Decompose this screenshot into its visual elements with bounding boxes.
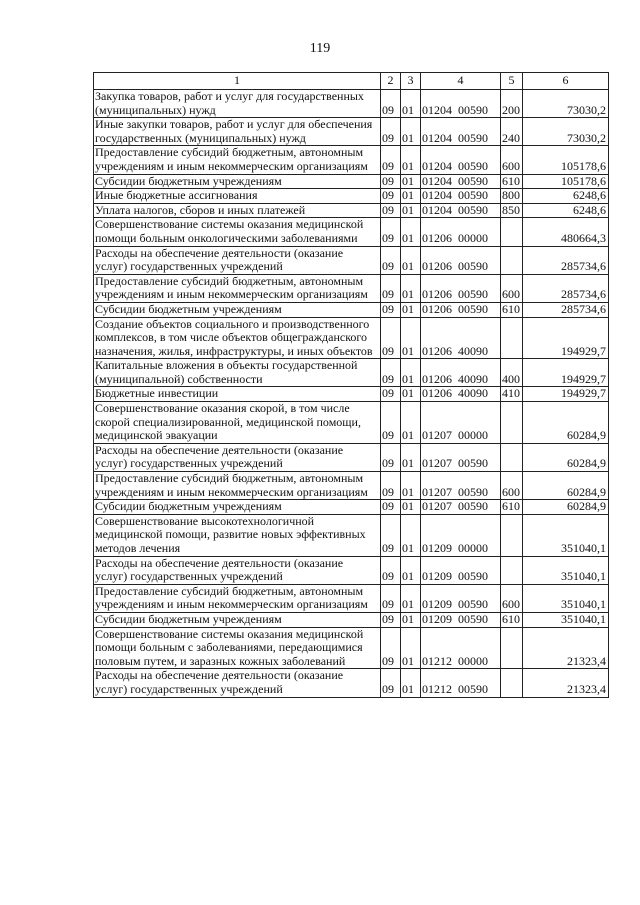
row-section: 09	[381, 669, 401, 697]
row-section: 09	[381, 612, 401, 627]
row-expense-type	[501, 627, 523, 669]
row-expense-type	[501, 246, 523, 274]
table-row	[94, 669, 609, 697]
table-row	[94, 174, 609, 189]
column-header: 1	[94, 73, 381, 90]
row-name: Совершенствование системы оказания медицинской помощи больным онкологическими заболеваниями	[94, 218, 381, 246]
row-subsection: 01	[401, 246, 421, 274]
row-expense-type	[501, 669, 523, 697]
row-section: 09	[381, 203, 401, 218]
row-name: Расходы на обеспечение деятельности (оказание услуг) государственных учреждений	[94, 556, 381, 584]
table-row	[94, 118, 609, 146]
row-name: Субсидии бюджетным учреждениям	[94, 302, 381, 317]
table-row	[94, 443, 609, 471]
header-row	[94, 73, 609, 90]
row-subsection: 01	[401, 627, 421, 669]
row-expense-type: 610	[501, 612, 523, 627]
row-subsection: 01	[401, 402, 421, 444]
row-name: Предоставление субсидий бюджетным, автономным учреждениям и иным некоммерческим организациям	[94, 274, 381, 302]
row-amount: 480664,3	[523, 218, 609, 246]
row-amount: 21323,4	[523, 669, 609, 697]
table-row	[94, 302, 609, 317]
row-section: 09	[381, 556, 401, 584]
row-section: 09	[381, 402, 401, 444]
row-name: Совершенствование высокотехнологичной медицинской помощи, развитие новых эффективных методов лечения	[94, 514, 381, 556]
row-expense-type: 600	[501, 472, 523, 500]
row-target-code: 01206 00590	[421, 246, 501, 274]
row-name: Расходы на обеспечение деятельности (оказание услуг) государственных учреждений	[94, 669, 381, 697]
table-row	[94, 472, 609, 500]
row-target-code: 01206 00590	[421, 302, 501, 317]
row-expense-type: 400	[501, 359, 523, 387]
row-expense-type: 200	[501, 90, 523, 118]
row-subsection: 01	[401, 189, 421, 204]
row-section: 09	[381, 500, 401, 515]
row-subsection: 01	[401, 203, 421, 218]
row-amount: 194929,7	[523, 387, 609, 402]
table-row	[94, 359, 609, 387]
row-subsection: 01	[401, 274, 421, 302]
table-row	[94, 556, 609, 584]
row-subsection: 01	[401, 443, 421, 471]
table-row	[94, 514, 609, 556]
row-section: 09	[381, 359, 401, 387]
row-amount: 21323,4	[523, 627, 609, 669]
row-target-code: 01206 40090	[421, 317, 501, 359]
row-name: Совершенствование оказания скорой, в том числе скорой специализированной, медицинской помощи, медицинской эвакуации	[94, 402, 381, 444]
budget-table	[93, 72, 609, 698]
row-amount: 351040,1	[523, 612, 609, 627]
column-header: 5	[501, 73, 523, 90]
row-amount: 6248,6	[523, 189, 609, 204]
row-name: Иные закупки товаров, работ и услуг для обеспечения государственных (муниципальных) нужд	[94, 118, 381, 146]
row-section: 09	[381, 189, 401, 204]
row-target-code: 01209 00590	[421, 612, 501, 627]
row-name: Субсидии бюджетным учреждениям	[94, 174, 381, 189]
column-header: 2	[381, 73, 401, 90]
row-section: 09	[381, 174, 401, 189]
row-target-code: 01209 00590	[421, 584, 501, 612]
row-amount: 73030,2	[523, 118, 609, 146]
row-section: 09	[381, 317, 401, 359]
row-expense-type	[501, 514, 523, 556]
row-amount: 73030,2	[523, 90, 609, 118]
row-subsection: 01	[401, 90, 421, 118]
row-target-code: 01204 00590	[421, 174, 501, 189]
row-section: 09	[381, 118, 401, 146]
row-name: Расходы на обеспечение деятельности (оказание услуг) государственных учреждений	[94, 246, 381, 274]
row-target-code: 01209 00590	[421, 556, 501, 584]
row-target-code: 01207 00000	[421, 402, 501, 444]
row-subsection: 01	[401, 174, 421, 189]
column-header: 3	[401, 73, 421, 90]
row-target-code: 01209 00000	[421, 514, 501, 556]
table-row	[94, 387, 609, 402]
row-section: 09	[381, 387, 401, 402]
row-amount: 351040,1	[523, 584, 609, 612]
row-section: 09	[381, 472, 401, 500]
row-expense-type: 610	[501, 500, 523, 515]
table-row	[94, 274, 609, 302]
row-subsection: 01	[401, 500, 421, 515]
row-name: Предоставление субсидий бюджетным, автономным учреждениям и иным некоммерческим организациям	[94, 146, 381, 174]
row-section: 09	[381, 146, 401, 174]
row-section: 09	[381, 302, 401, 317]
table-row	[94, 90, 609, 118]
row-expense-type: 600	[501, 584, 523, 612]
row-section: 09	[381, 218, 401, 246]
page-number: 119	[309, 41, 331, 56]
row-expense-type: 850	[501, 203, 523, 218]
row-subsection: 01	[401, 556, 421, 584]
row-target-code: 01204 00590	[421, 118, 501, 146]
row-name: Капитальные вложения в объекты государственной (муниципальной) собственности	[94, 359, 381, 387]
row-target-code: 01206 40090	[421, 387, 501, 402]
row-expense-type	[501, 218, 523, 246]
row-target-code: 01212 00590	[421, 669, 501, 697]
row-target-code: 01204 00590	[421, 189, 501, 204]
row-subsection: 01	[401, 118, 421, 146]
row-expense-type: 610	[501, 174, 523, 189]
row-target-code: 01207 00590	[421, 443, 501, 471]
row-amount: 60284,9	[523, 443, 609, 471]
row-amount: 351040,1	[523, 556, 609, 584]
row-target-code: 01204 00590	[421, 146, 501, 174]
row-amount: 105178,6	[523, 146, 609, 174]
row-amount: 6248,6	[523, 203, 609, 218]
row-subsection: 01	[401, 612, 421, 627]
row-expense-type	[501, 402, 523, 444]
row-name: Совершенствование системы оказания медицинской помощи больным с заболеваниями, передающимися половым путем, и заразных кожных заболеваний	[94, 627, 381, 669]
row-target-code: 01206 40090	[421, 359, 501, 387]
row-expense-type	[501, 443, 523, 471]
row-target-code: 01212 00000	[421, 627, 501, 669]
table-row	[94, 500, 609, 515]
table-body	[94, 90, 609, 698]
row-name: Создание объектов социального и производственного комплексов, в том числе объектов общегражданского назначения, жилья, инфраструктуры, и иных объектов	[94, 317, 381, 359]
table-row	[94, 246, 609, 274]
row-expense-type: 600	[501, 274, 523, 302]
row-expense-type: 610	[501, 302, 523, 317]
table-row	[94, 584, 609, 612]
table-row	[94, 612, 609, 627]
row-name: Предоставление субсидий бюджетным, автономным учреждениям и иным некоммерческим организациям	[94, 472, 381, 500]
row-amount: 285734,6	[523, 246, 609, 274]
column-header: 6	[523, 73, 609, 90]
table-row	[94, 218, 609, 246]
table-row	[94, 402, 609, 444]
row-expense-type: 410	[501, 387, 523, 402]
row-section: 09	[381, 90, 401, 118]
row-expense-type	[501, 556, 523, 584]
row-section: 09	[381, 443, 401, 471]
row-name: Расходы на обеспечение деятельности (оказание услуг) государственных учреждений	[94, 443, 381, 471]
row-expense-type	[501, 317, 523, 359]
table-row	[94, 627, 609, 669]
row-section: 09	[381, 627, 401, 669]
row-name: Бюджетные инвестиции	[94, 387, 381, 402]
row-subsection: 01	[401, 302, 421, 317]
row-subsection: 01	[401, 514, 421, 556]
row-section: 09	[381, 584, 401, 612]
row-name: Иные бюджетные ассигнования	[94, 189, 381, 204]
row-amount: 105178,6	[523, 174, 609, 189]
row-name: Уплата налогов, сборов и иных платежей	[94, 203, 381, 218]
row-expense-type: 240	[501, 118, 523, 146]
row-section: 09	[381, 246, 401, 274]
row-target-code: 01204 00590	[421, 90, 501, 118]
row-name: Предоставление субсидий бюджетным, автономным учреждениям и иным некоммерческим организациям	[94, 584, 381, 612]
row-section: 09	[381, 274, 401, 302]
row-section: 09	[381, 514, 401, 556]
row-subsection: 01	[401, 317, 421, 359]
row-target-code: 01204 00590	[421, 203, 501, 218]
row-target-code: 01206 00590	[421, 274, 501, 302]
row-subsection: 01	[401, 146, 421, 174]
row-subsection: 01	[401, 387, 421, 402]
row-subsection: 01	[401, 669, 421, 697]
row-subsection: 01	[401, 218, 421, 246]
row-subsection: 01	[401, 359, 421, 387]
row-amount: 194929,7	[523, 317, 609, 359]
row-target-code: 01206 00000	[421, 218, 501, 246]
row-name: Закупка товаров, работ и услуг для государственных (муниципальных) нужд	[94, 90, 381, 118]
row-name: Субсидии бюджетным учреждениям	[94, 500, 381, 515]
row-amount: 194929,7	[523, 359, 609, 387]
column-header: 4	[421, 73, 501, 90]
table-row	[94, 189, 609, 204]
row-expense-type: 800	[501, 189, 523, 204]
table-row	[94, 317, 609, 359]
table-row	[94, 203, 609, 218]
row-subsection: 01	[401, 584, 421, 612]
row-amount: 60284,9	[523, 500, 609, 515]
row-name: Субсидии бюджетным учреждениям	[94, 612, 381, 627]
row-amount: 351040,1	[523, 514, 609, 556]
row-amount: 285734,6	[523, 274, 609, 302]
row-target-code: 01207 00590	[421, 472, 501, 500]
table-row	[94, 146, 609, 174]
row-expense-type: 600	[501, 146, 523, 174]
row-amount: 60284,9	[523, 402, 609, 444]
row-amount: 60284,9	[523, 472, 609, 500]
row-subsection: 01	[401, 472, 421, 500]
row-target-code: 01207 00590	[421, 500, 501, 515]
row-amount: 285734,6	[523, 302, 609, 317]
